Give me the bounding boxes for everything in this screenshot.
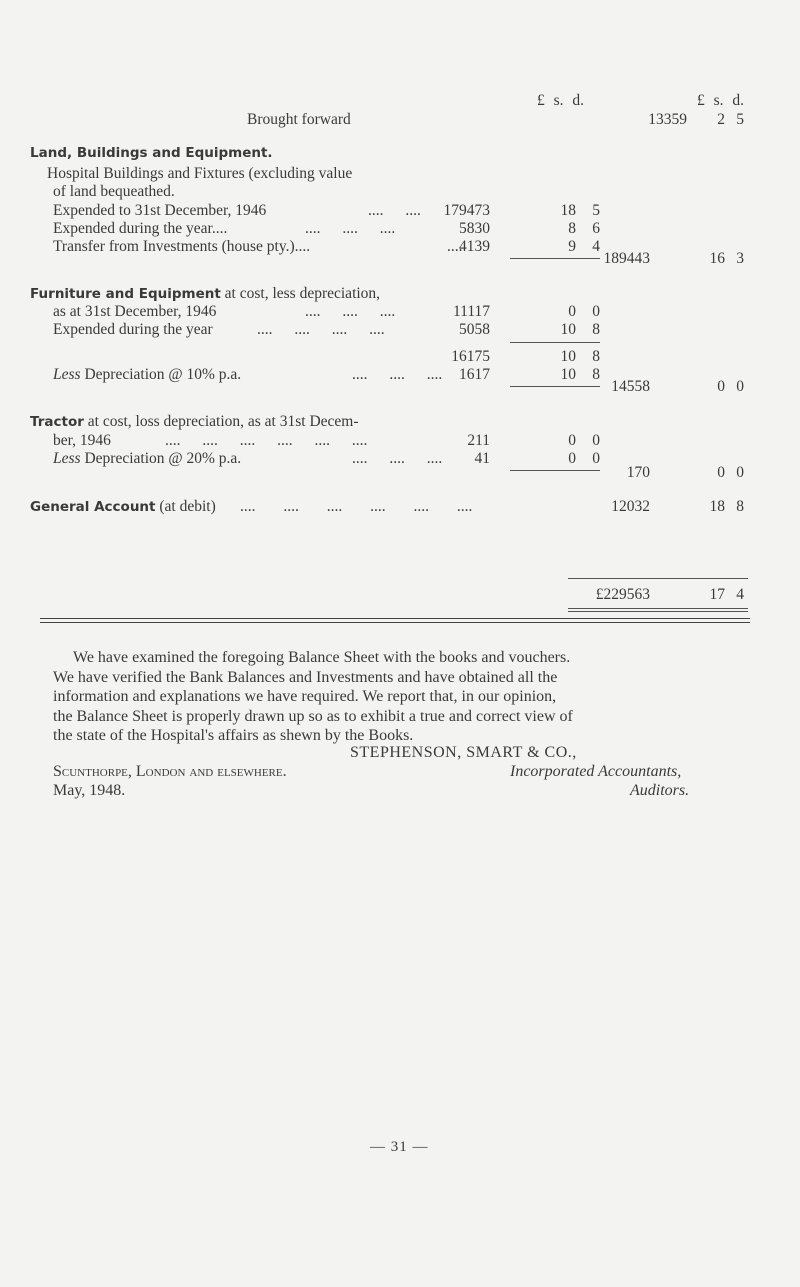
tractor-total-pounds: 170 [626, 464, 650, 481]
furniture-subtotal-rule [510, 342, 600, 343]
tractor-row-shillings: 0 [568, 432, 576, 449]
tractor-less-label: Depreciation @ 20% p.a. [84, 450, 242, 467]
section-divider-1 [40, 618, 750, 619]
tractor-heading: Tractor [30, 414, 84, 430]
land-row-dots: .... .... [368, 202, 421, 219]
grand-total-rule-top [568, 578, 748, 579]
grand-total-rule-bottom-1 [568, 608, 748, 609]
furniture-row-shillings: 0 [568, 303, 576, 320]
furniture-row-label: Expended during the year [53, 321, 213, 338]
land-row-shillings: 9 [568, 238, 576, 255]
land-total-pounds: 189443 [603, 250, 650, 267]
grand-total-pence: 4 [736, 586, 744, 603]
tractor-less-shillings: 0 [568, 450, 576, 467]
furniture-less-line [53, 366, 241, 384]
land-row-pence: 6 [592, 220, 600, 237]
grand-total-pounds: £229563 [595, 586, 650, 603]
furniture-heading-line [30, 285, 380, 303]
furniture-heading-rest: at cost, less depreciation, [224, 285, 381, 302]
furniture-total-pounds: 14558 [611, 378, 650, 395]
general-total-shillings: 18 [709, 498, 725, 515]
furniture-row-label: as at 31st December, 1946 [53, 303, 217, 320]
furniture-subtotal-shillings: 10 [560, 348, 576, 365]
brought-forward-shillings: 2 [717, 111, 725, 128]
land-desc-line1: Hospital Buildings and Fixtures (excluding value [47, 165, 353, 182]
furniture-row-shillings: 10 [560, 321, 576, 338]
furniture-less-italic: Less [53, 366, 81, 383]
land-row-pence: 5 [592, 202, 600, 219]
furniture-less-pence: 8 [592, 366, 600, 383]
brought-forward-label: Brought forward [247, 111, 351, 128]
furniture-row-dots: .... .... .... [305, 303, 396, 320]
brought-forward-pounds: 13359 [648, 111, 687, 128]
tractor-total-pence: 0 [736, 464, 744, 481]
furniture-less-label: Depreciation @ 10% p.a. [84, 366, 242, 383]
furniture-row-pounds: 11117 [452, 303, 490, 320]
land-row-pounds: 179473 [443, 202, 490, 219]
tractor-heading-line [30, 413, 359, 431]
page-number: — 31 — [370, 1139, 429, 1155]
land-row-shillings: 8 [568, 220, 576, 237]
land-row-pence: 4 [592, 238, 600, 255]
furniture-subtotal-pounds: 16175 [451, 348, 490, 365]
general-heading: General Account [30, 499, 156, 515]
tractor-less-dots: .... .... .... [352, 450, 443, 467]
audit-line: We have examined the foregoing Balance Sheet with the books and vouchers. [73, 649, 571, 666]
furniture-row-dots: .... .... .... .... [257, 321, 385, 338]
audit-place: Scunthorpe, London and elsewhere. [53, 763, 287, 780]
land-row-shillings: 18 [560, 202, 576, 219]
col2-units: £ s. d. [697, 92, 745, 109]
furniture-heading: Furniture and Equipment [30, 286, 221, 302]
audit-line: information and explanations we have required. We report that, in our opinion, [53, 688, 557, 705]
land-total-shillings: 16 [709, 250, 725, 267]
audit-line: the Balance Sheet is properly drawn up so as to exhibit a true and correct view of [53, 707, 573, 725]
auditor-title-1: Incorporated Accountants, [510, 763, 682, 780]
grand-total-shillings: 17 [709, 586, 725, 603]
furniture-subtotal-pence: 8 [592, 348, 600, 365]
audit-date: May, 1948. [53, 782, 126, 799]
tractor-less-italic: Less [53, 450, 81, 467]
general-heading-rest: (at debit) [159, 498, 216, 515]
section-divider-2 [40, 622, 750, 623]
tractor-line2-dots: .... .... .... .... .... .... [165, 432, 368, 449]
audit-line: the state of the Hospital's affairs as shewn by the Books. [53, 727, 414, 744]
land-row-label: Transfer from Investments (house pty.).... [53, 238, 311, 255]
tractor-row-pence: 0 [592, 432, 600, 449]
land-subtotal-rule [510, 258, 600, 259]
grand-total-rule-bottom-2 [568, 611, 748, 612]
tractor-less-pounds: 41 [474, 450, 490, 467]
furniture-row-pounds: 5058 [459, 321, 490, 338]
furniture-total-shillings: 0 [717, 378, 725, 395]
furniture-row-pence: 8 [592, 321, 600, 338]
furniture-less-dots: .... .... .... [352, 366, 443, 383]
land-row-pounds: 4139 [459, 238, 490, 255]
land-row-dots: .... [447, 238, 463, 255]
land-row-pounds: 5830 [459, 220, 490, 237]
general-heading-line [30, 498, 216, 516]
brought-forward-pence: 5 [736, 111, 744, 128]
tractor-total-rule [510, 470, 600, 471]
tractor-line2: ber, 1946 [53, 432, 111, 449]
furniture-less-pounds: 1617 [459, 366, 490, 383]
land-row-dots: .... .... .... [305, 220, 396, 237]
furniture-total-pence: 0 [736, 378, 744, 395]
tractor-less-pence: 0 [592, 450, 600, 467]
land-desc-line2: of land bequeathed. [53, 183, 175, 200]
land-row-label: Expended during the year.... [53, 220, 228, 237]
land-row-label: Expended to 31st December, 1946 [53, 202, 267, 219]
tractor-total-shillings: 0 [717, 464, 725, 481]
land-total-pence: 3 [736, 250, 744, 267]
tractor-less-line [53, 450, 241, 468]
furniture-total-rule [510, 386, 600, 387]
audit-line: We have verified the Bank Balances and Investments and have obtained all the [53, 668, 558, 686]
furniture-row-pence: 0 [592, 303, 600, 320]
general-total-pence: 8 [736, 498, 744, 515]
land-heading: Land, Buildings and Equipment. [30, 145, 273, 161]
general-dots: .... .... .... .... .... .... [240, 498, 473, 515]
auditor-firm: STEPHENSON, SMART & CO., [350, 744, 577, 761]
auditor-title-2: Auditors. [630, 782, 690, 799]
general-total-pounds: 12032 [611, 498, 650, 515]
tractor-heading-rest: at cost, loss depreciation, as at 31st Decem- [87, 413, 359, 430]
col1-units: £ s. d. [537, 92, 585, 109]
audit-paragraph [53, 648, 748, 746]
furniture-less-shillings: 10 [560, 366, 576, 383]
tractor-row-pounds: 211 [467, 432, 490, 449]
